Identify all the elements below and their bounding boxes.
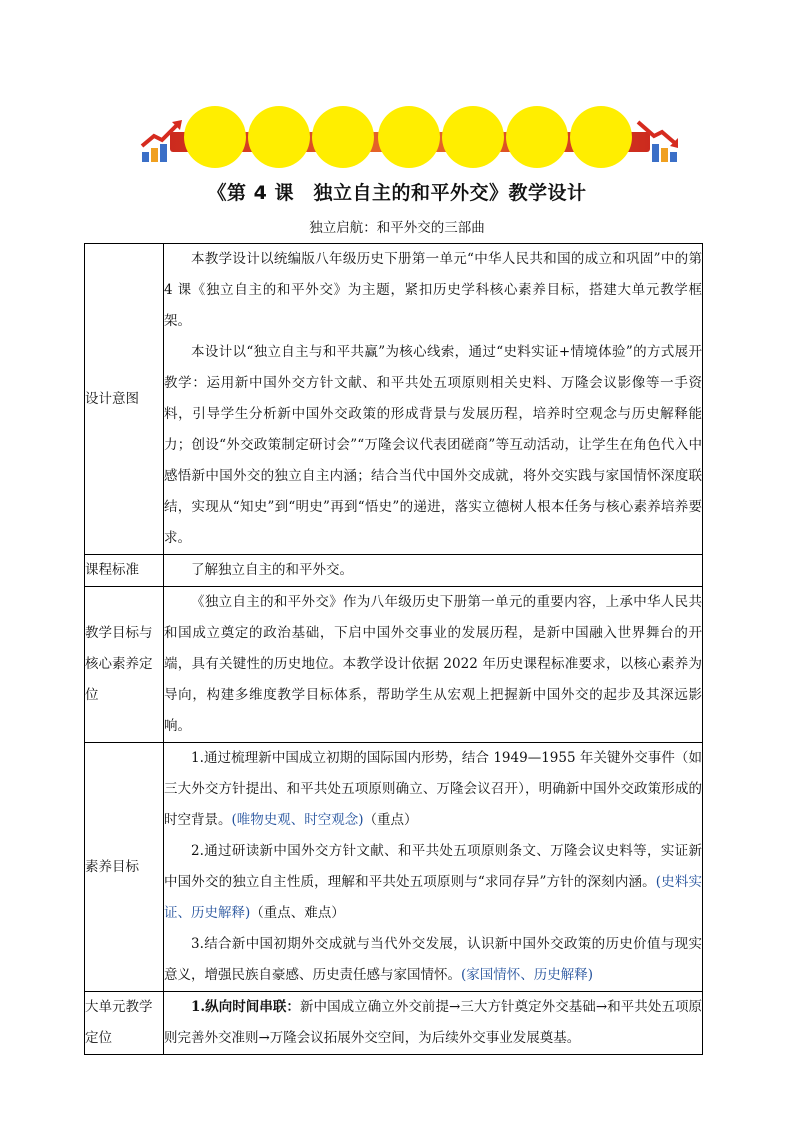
table-row [85, 587, 703, 743]
page-subtitle: 独立启航：和平外交的三部曲 [309, 220, 485, 236]
banner-circle [312, 106, 374, 168]
row-label-unit: 大单元教学定位 [85, 992, 164, 1055]
lesson-design-table [84, 243, 703, 1055]
banner-circle [570, 106, 632, 168]
row-content-unit [164, 992, 703, 1055]
paragraph: 本设计以“独立自主与和平共赢”为核心线索，通过“史料实证+情境体验”的方式展开教学：运用新中国外交方针文献、和平共处五项原则相关史料、万隆会议影像等一手资料，引导学生分析新中国外交政策的形成背景与发展历程，培养时空观念与历史解释能力；创设“外交政策制定研讨会”“万隆会议代表团磋商”等互动活动，让学生在角色代入中感悟新中国外交的独立自主内涵；结合当代中国外交成就，将外交实践与家国情怀深度联结，实现从“知史”到“明史”再到“悟史”的递进，落实立德树人根本任务与核心素养培养要求。 [164, 344, 702, 546]
paragraph: 3.结合新中国初期外交成就与当代外交发展，认识新中国外交政策的历史价值与现实意义，增强民族自豪感、历史责任感与家国情怀。(家国情怀、历史解释) [164, 936, 702, 983]
falling-chart-icon [634, 118, 680, 164]
paragraph: 了解独立自主的和平外交。 [191, 562, 353, 578]
literacy-tag: (家国情怀、历史解释) [461, 967, 594, 983]
header-banner [140, 104, 680, 166]
banner-circle [378, 106, 440, 168]
row-content-literacy [164, 743, 703, 992]
row-content-goals [164, 587, 703, 743]
row-label-literacy: 素养目标 [85, 743, 164, 992]
table-row [85, 992, 703, 1055]
literacy-tag: (唯物史观、时空观念) [231, 812, 364, 828]
row-label-curriculum: 课程标准 [85, 555, 164, 587]
banner-circle [506, 106, 568, 168]
literacy-tag: (史料实证、历史解释) [164, 874, 702, 921]
page-title: 《第 4 课 独立自主的和平外交》教学设计 [207, 182, 587, 204]
row-label-goals: 教学目标与核心素养定位 [85, 587, 164, 743]
banner-circle [184, 106, 246, 168]
paragraph: 2.通过研读新中国外交方针文献、和平共处五项原则条文、万隆会议史料等，实证新中国外交的独立自主性质，理解和平共处五项原则与“求同存异”方针的深刻内涵。(史料实证、历史解释)（重点、难点） [164, 843, 702, 921]
table-row [85, 743, 703, 992]
unit-heading: 1.纵向时间串联： [191, 999, 300, 1015]
row-label-design-intent: 设计意图 [85, 244, 164, 555]
banner-circle [442, 106, 504, 168]
row-content-design-intent [164, 244, 703, 555]
key-point-tag: （重点） [363, 812, 418, 828]
row-content-curriculum [164, 555, 703, 587]
table-row [85, 555, 703, 587]
key-point-tag: （重点、难点） [250, 905, 345, 921]
paragraph: 1.纵向时间串联：新中国成立确立外交前提→三大方针奠定外交基础→和平共处五项原则完善外交准则→万隆会议拓展外交空间，为后续外交事业发展奠基。 [164, 999, 703, 1046]
paragraph: 本教学设计以统编版八年级历史下册第一单元“中华人民共和国的成立和巩固”中的第 4 课《独立自主的和平外交》为主题，紧扣历史学科核心素养目标，搭建大单元教学框架。 [164, 251, 702, 329]
paragraph: 1.通过梳理新中国成立初期的国际国内形势，结合 1949—1955 年关键外交事件（如三大外交方针提出、和平共处五项原则确立、万隆会议召开），明确新中国外交政策形成的时空背景。(唯物史观、时空观念)（重点） [164, 750, 702, 828]
banner-circle [248, 106, 310, 168]
table-row [85, 244, 703, 555]
paragraph: 《独立自主的和平外交》作为八年级历史下册第一单元的重要内容，上承中华人民共和国成立奠定的政治基础，下启中国外交事业的发展历程，是新中国融入世界舞台的开端，具有关键性的历史地位。本教学设计依据 2022 年历史课程标准要求，以核心素养为导向，构建多维度教学目标体系，帮助学生从宏观上把握新中国外交的起步及其深远影响。 [164, 594, 702, 734]
